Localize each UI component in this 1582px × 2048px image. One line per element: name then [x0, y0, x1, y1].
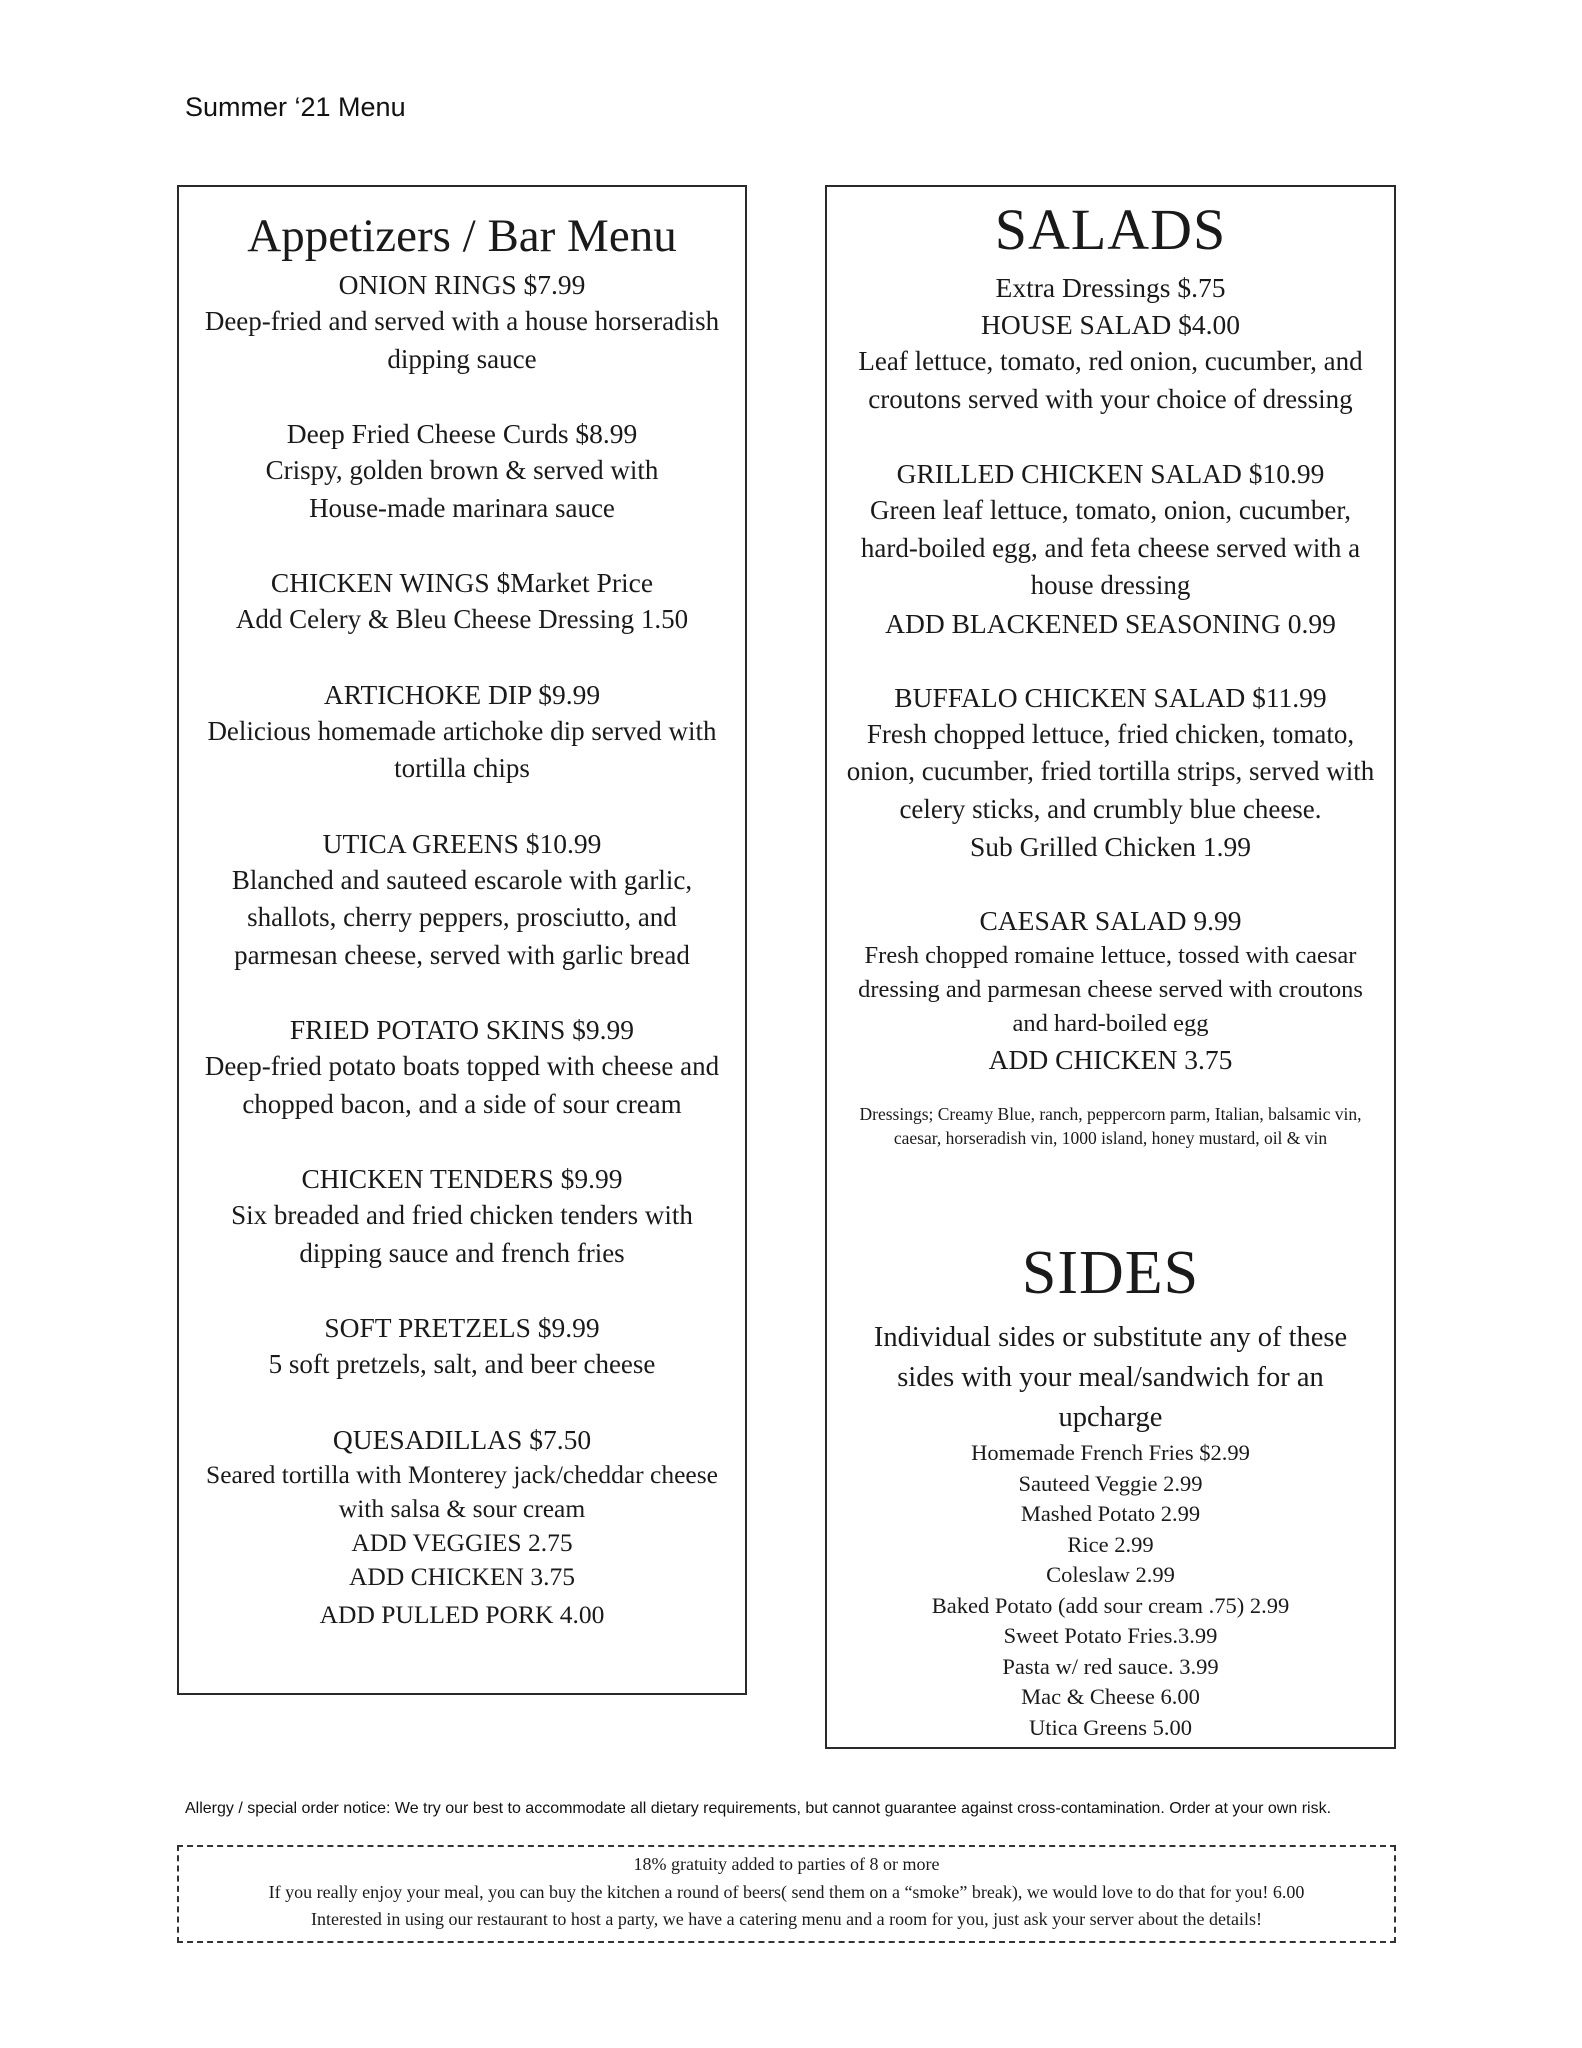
- item-addon: ADD BLACKENED SEASONING 0.99: [885, 607, 1336, 639]
- item-description: Delicious homemade artichoke dip served with tortilla chips: [207, 715, 717, 783]
- item-name: BUFFALO CHICKEN SALAD $11.99: [894, 681, 1327, 713]
- list-item: Pasta w/ red sauce. 3.99: [1002, 1653, 1219, 1679]
- salads-sides-panel: [825, 185, 1396, 1749]
- list-item: Sweet Potato Fries.3.99: [1003, 1623, 1218, 1648]
- salads-title: SALADS: [994, 197, 1227, 262]
- item-name: SOFT PRETZELS $9.99: [324, 1312, 600, 1343]
- item-name: UTICA GREENS $10.99: [322, 827, 602, 859]
- sides-title: SIDES: [1021, 1239, 1200, 1307]
- menu-item-chicken-tenders: [179, 1160, 745, 1272]
- menu-item-buffalo-chicken-salad: [827, 679, 1394, 866]
- page-header: Summer ‘21 Menu: [185, 92, 406, 122]
- menu-item-potato-skins: [179, 1011, 745, 1123]
- appetizers-title: Appetizers / Bar Menu: [247, 210, 677, 262]
- menu-item-utica-greens: [179, 825, 745, 975]
- list-item: Homemade French Fries $2.99: [971, 1440, 1250, 1465]
- item-addon: ADD CHICKEN 3.75: [988, 1044, 1233, 1075]
- menu-item-caesar-salad: [827, 902, 1394, 1078]
- item-description: Deep-fried and served with a house horseradish dipping sauce: [204, 306, 720, 374]
- item-addon: Sub Grilled Chicken 1.99: [969, 831, 1252, 862]
- list-item: Utica Greens 5.00: [1028, 1714, 1193, 1740]
- appetizers-panel: [177, 185, 747, 1695]
- item-name: CHICKEN TENDERS $9.99: [301, 1163, 623, 1194]
- menu-item-chicken-wings: [179, 564, 745, 639]
- menu-item-quesadillas: [179, 1421, 745, 1632]
- catering-note: Interested in using our restaurant to host a party, we have a catering menu and a room for you, just ask your server about the details!: [310, 1909, 1263, 1929]
- gratuity-note: 18% gratuity added to parties of 8 or more: [633, 1854, 940, 1874]
- menu-item-grilled-chicken-salad: [827, 455, 1394, 642]
- item-description: Six breaded and fried chicken tenders with dipping sauce and french fries: [231, 1200, 693, 1268]
- list-item: Baked Potato (add sour cream .75) 2.99: [931, 1592, 1290, 1618]
- item-description: Green leaf lettuce, tomato, onion, cucumber, hard-boiled egg, and feta cheese served with a house dressing: [860, 495, 1361, 600]
- footer-notice-box: [177, 1845, 1396, 1943]
- item-description: Blanched and sauteed escarole with garlic, shallots, cherry peppers, prosciutto, and parmesan cheese, served with garlic bread: [231, 864, 693, 970]
- list-item: Mashed Potato 2.99: [1020, 1501, 1201, 1526]
- list-item: Sauteed Veggie 2.99: [1018, 1470, 1203, 1496]
- menu-item-cheese-curds: [179, 415, 745, 527]
- item-addon: ADD VEGGIES 2.75: [351, 1527, 573, 1557]
- item-description: Seared tortilla with Monterey jack/cheddar cheese with salsa & sour cream: [206, 1459, 718, 1523]
- beers-note: If you really enjoy your meal, you can buy the kitchen a round of beers( send them on a “smoke” break), we would love to do that for you! 6.00: [268, 1881, 1305, 1902]
- item-description: Fresh chopped lettuce, fried chicken, tomato, onion, cucumber, fried tortilla strips, served with celery sticks, and crumbly blue cheese.: [846, 718, 1375, 824]
- menu-item-artichoke-dip: [179, 676, 745, 788]
- allergy-notice: Allergy / special order notice: We try our best to accommodate all dietary requirements, but cannot guarantee against cross-contamination. Order at your own risk.: [185, 1800, 1332, 1817]
- sides-list: [827, 1438, 1394, 1743]
- list-item: Rice 2.99: [1067, 1531, 1154, 1557]
- sides-intro: Individual sides or substitute any of these sides with your meal/sandwich for an upcharge: [873, 1322, 1348, 1433]
- extra-dressings: Extra Dressings $.75: [995, 272, 1226, 303]
- menu-item-soft-pretzels: [179, 1309, 745, 1384]
- list-item: Coleslaw 2.99: [1046, 1562, 1175, 1587]
- list-item: Mac & Cheese 6.00: [1021, 1684, 1200, 1709]
- item-name: ONION RINGS $7.99: [338, 269, 586, 300]
- item-name: FRIED POTATO SKINS $9.99: [289, 1014, 635, 1045]
- item-addon: ADD CHICKEN 3.75: [349, 1561, 575, 1591]
- item-name: HOUSE SALAD $4.00: [981, 309, 1240, 340]
- item-description: 5 soft pretzels, salt, and beer cheese: [268, 1349, 656, 1379]
- item-name: CHICKEN WINGS $Market Price: [270, 567, 654, 598]
- item-name: QUESADILLAS $7.50: [332, 1423, 592, 1455]
- item-description: Deep-fried potato boats topped with cheese and chopped bacon, and a side of sour cream: [204, 1051, 720, 1119]
- item-name: CAESAR SALAD 9.99: [979, 905, 1242, 936]
- menu-item-house-salad: [827, 306, 1394, 418]
- item-description: Leaf lettuce, tomato, red onion, cucumber, and croutons served with your choice of dressing: [858, 346, 1363, 414]
- item-name: GRILLED CHICKEN SALAD $10.99: [896, 458, 1325, 489]
- item-name: Deep Fried Cheese Curds $8.99: [286, 418, 638, 449]
- item-description: Fresh chopped romaine lettuce, tossed with caesar dressing and parmesan cheese served with croutons and hard-boiled egg: [858, 942, 1363, 1037]
- menu-item-onion-rings: [179, 266, 745, 378]
- dressings-note: Dressings; Creamy Blue, ranch, peppercorn parm, Italian, balsamic vin, caesar, horseradish vin, 1000 island, honey mustard, oil & vin: [859, 1104, 1362, 1148]
- item-addon: ADD PULLED PORK 4.00: [319, 1599, 605, 1629]
- item-description: Crispy, golden brown & served with House-made marinara sauce: [265, 455, 659, 523]
- item-description: Add Celery & Bleu Cheese Dressing 1.50: [235, 604, 689, 634]
- item-name: ARTICHOKE DIP $9.99: [323, 678, 601, 710]
